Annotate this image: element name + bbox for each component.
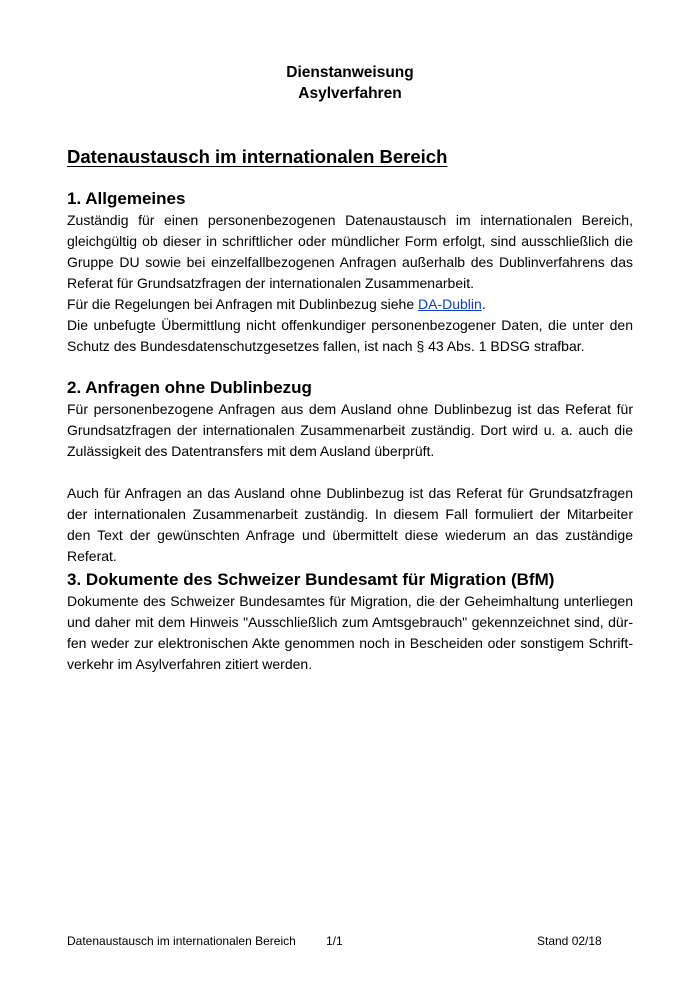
- document-type: Dienstanweisung: [286, 64, 414, 81]
- link-prefix: Für die Regelungen bei Anfragen mit Dublinbezug siehe: [67, 296, 419, 312]
- footer-page-number: 1/1: [326, 934, 343, 948]
- section-allgemeines: [67, 188, 633, 357]
- page-title: Datenaustausch im internationalen Bereich: [67, 146, 448, 167]
- section-paragraph: Auch für Anfragen an das Ausland ohne Dublinbezug ist das Referat für Grundsatzfragen der internationalen Zusammenarbeit zuständig. In diesem Fall formuliert der Mitarbeiter den Text der gewünschten Anfrage und übermittelt diese wiederum an das zuständige Referat.: [67, 485, 633, 564]
- section-paragraph: Zuständig für einen personenbezogenen Datenaustausch im internationalen Bereich, gleichgültig ob dieser in schriftlicher oder mündlicher Form erfolgt, sind ausschließlich die Gruppe DU sowie bei einzelfallbezogenen Anfragen außerhalb des Dublinverfahrens das Referat für Grundsatzfragen der internationalen Zusammenarbeit.: [67, 212, 633, 291]
- section-anfragen-ohne-dublinbezug: [67, 377, 633, 567]
- section-paragraph: Die unbefugte Übermittlung nicht offenkundiger personenbezogener Daten, die unter den Schutz des Bundesdatenschutzgesetzes fallen, ist nach § 43 Abs. 1 BDSG strafbar.: [67, 317, 633, 354]
- document-header: [0, 62, 700, 104]
- paragraph-spacer: [67, 462, 633, 483]
- section-paragraph: Dokumente des Schweizer Bundesamtes für Migration, die der Geheimhaltung unterliegen und daher mit dem Hinweis "Ausschließlich zum Amtsgebrauch" gekennzeichnet sind, dürfen weder zur elektronischen Akte genommen noch in Bescheiden oder sonstigem Schriftverkehr im Asylverfahren zitiert werden.: [67, 593, 633, 672]
- link-suffix: .: [481, 296, 486, 312]
- section-paragraph: Für personenbezogene Anfragen aus dem Ausland ohne Dublinbezug ist das Referat für Grundsatzfragen der internationalen Zusammenarbeit zuständig. Dort wird u. a. auch die Zulässigkeit des Datentransfers mit dem Ausland überprüft.: [67, 401, 633, 459]
- footer-stand: Stand 02/18: [537, 934, 602, 948]
- section-heading: 3. Dokumente des Schweizer Bundesamt für Migration (BfM): [67, 570, 555, 589]
- section-paragraph-link: [67, 294, 633, 315]
- da-dublin-link[interactable]: DA-Dublin: [418, 296, 482, 312]
- section-heading: 1. Allgemeines: [67, 189, 186, 208]
- footer-title: Datenaustausch im internationalen Bereich: [67, 934, 296, 948]
- section-heading: 2. Anfragen ohne Dublinbezug: [67, 378, 312, 397]
- document-subject: Asylverfahren: [298, 85, 402, 102]
- section-dokumente-bfm: [67, 569, 633, 675]
